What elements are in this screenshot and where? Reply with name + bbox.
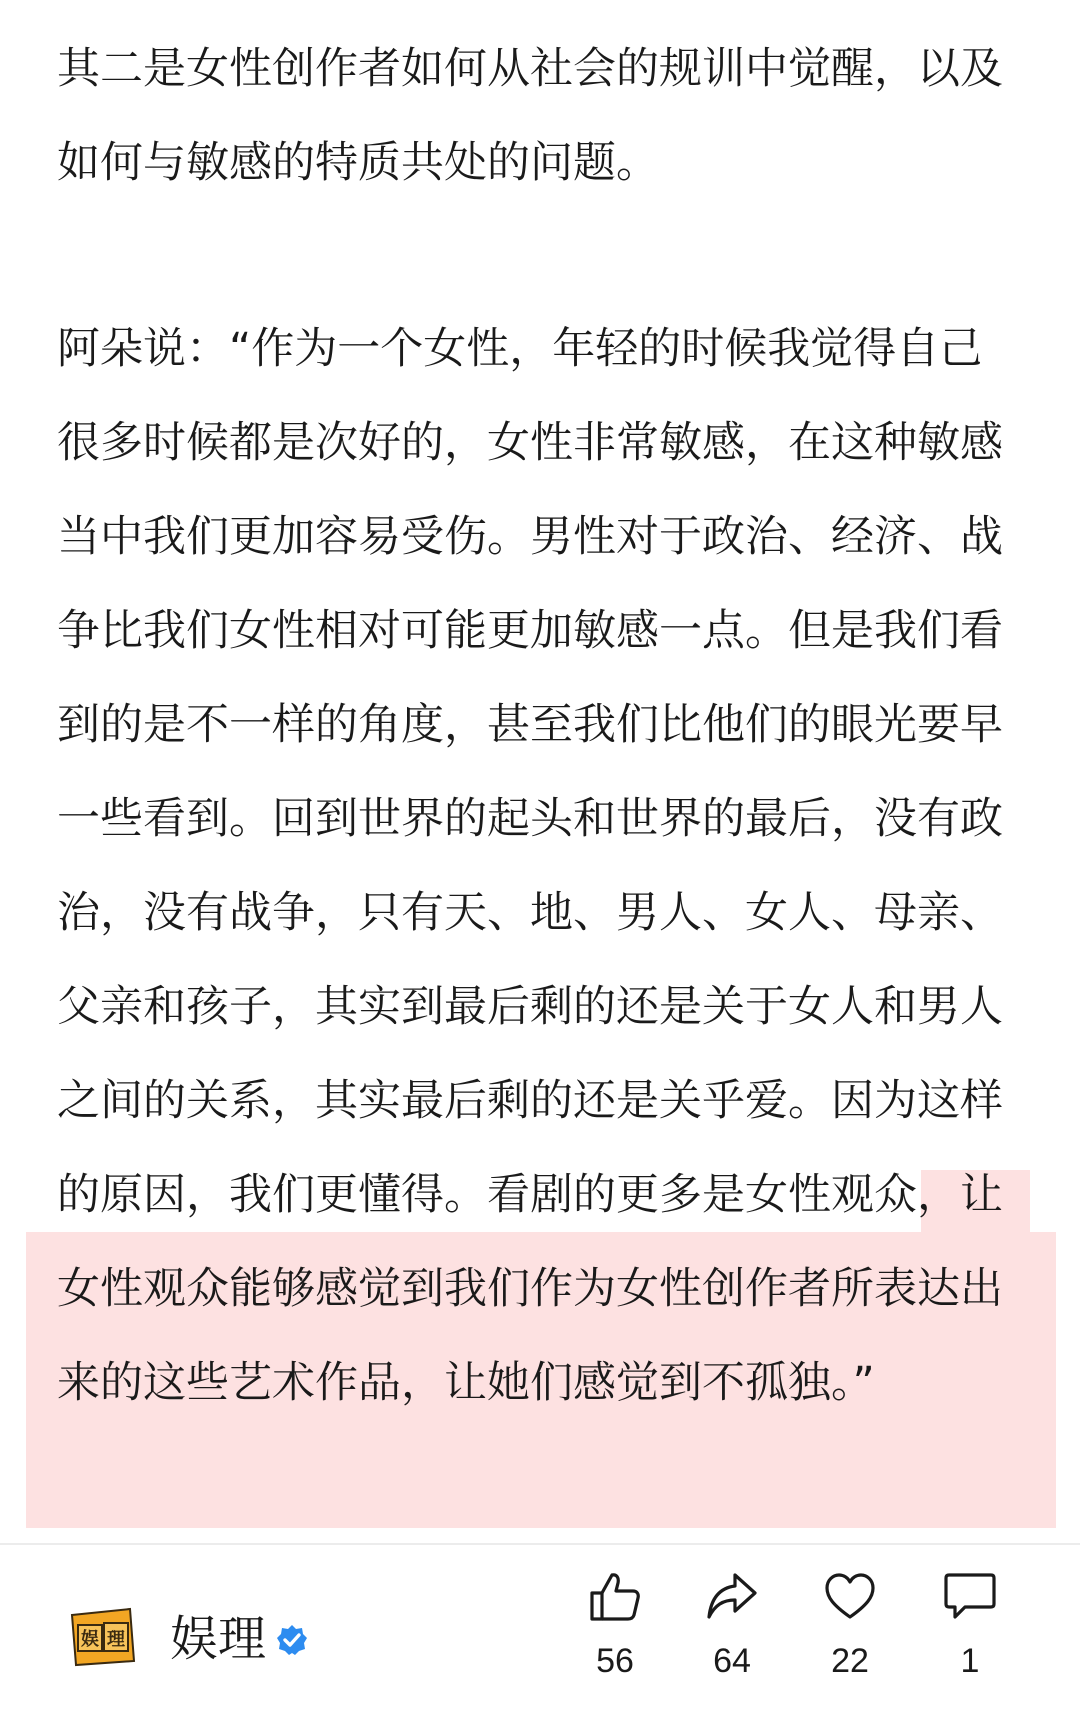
favorite-count: 22 (831, 1642, 869, 1680)
quote-paragraph (57, 302, 1022, 1430)
comment-count: 1 (960, 1642, 980, 1680)
like-button[interactable] (570, 1571, 660, 1681)
svg-text:理: 理 (107, 1629, 125, 1650)
share-arrow-icon (705, 1571, 759, 1623)
highlighted-quote-text: 。看剧的更多是女性观众，让女性观众能够感觉到我们作为女性创作者所表达出来的这些艺术作品，让她们感觉到不孤独。” (57, 1170, 1003, 1408)
quote-text: 阿朵说：“作为一个女性，年轻的时候我觉得自己很多时候都是次好的，女性非常敏感，在这种敏感当中我们更加容易受伤。男性对于政治、经济、战争比我们女性相对可能更加敏感一点。但是我们看到的是不一样的角度，甚至我们比他们的眼光要早一些看到。回到世界的起头和世界的最后，没有政治，没有战争，只有天、地、男人、女人、母亲、父亲和孩子，其实到最后剩的还是关于女人和男人之间的关系，其实最后剩的还是关乎爱。因为这样的原因，我们更懂得 (57, 324, 1003, 1220)
comment-button[interactable] (925, 1571, 1015, 1681)
comment-bubble-icon (943, 1571, 997, 1623)
svg-text:娱: 娱 (81, 1629, 99, 1650)
like-count: 56 (596, 1642, 634, 1680)
favorite-button[interactable] (805, 1571, 895, 1681)
article-paragraph: 其二是女性创作者如何从社会的规训中觉醒，以及如何与敏感的特质共处的问题。 (57, 44, 1003, 188)
heart-icon (823, 1571, 877, 1623)
account-name[interactable]: 娱理 (170, 1611, 267, 1667)
share-count: 64 (713, 1642, 751, 1680)
post-footer (0, 1543, 1080, 1713)
account-avatar[interactable] (68, 1605, 138, 1669)
share-button[interactable] (687, 1571, 777, 1681)
thumbs-up-icon (588, 1571, 642, 1623)
verified-badge-icon (275, 1623, 309, 1657)
account-logo-icon (68, 1605, 138, 1669)
